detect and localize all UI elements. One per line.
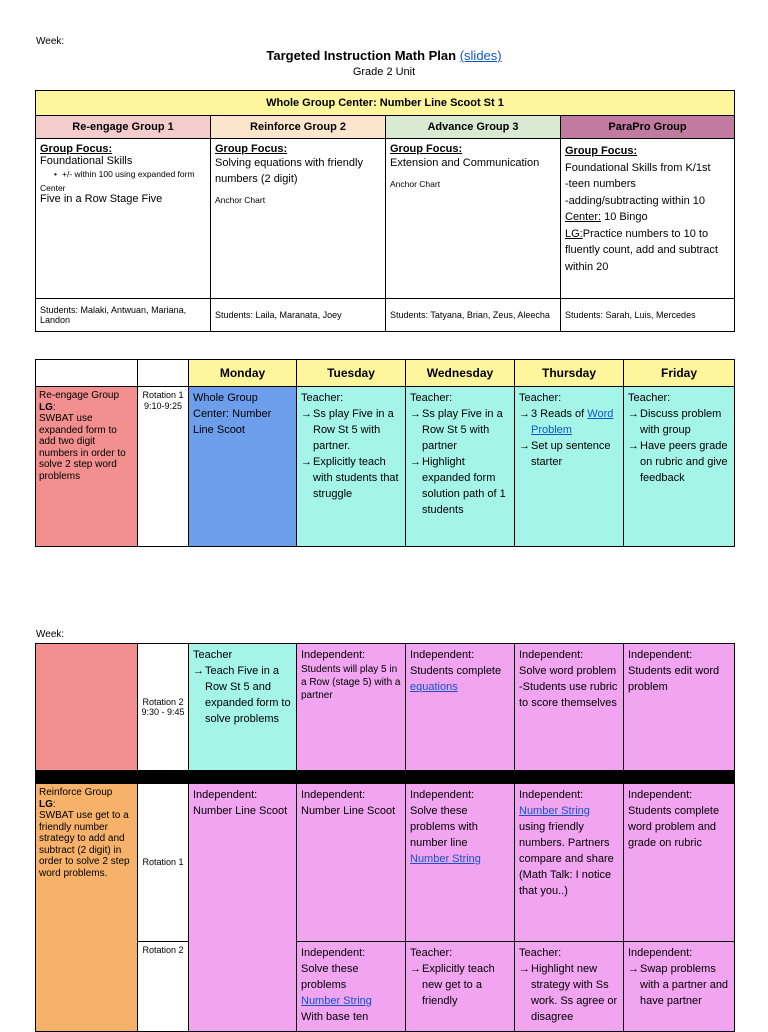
day-monday: Monday — [189, 360, 297, 387]
r2-thursday: Independent: Solve word problem -Students use rubric to score themselves — [515, 644, 624, 771]
focus-text: Foundational Skills — [40, 155, 133, 167]
r1-thursday: Teacher: → 3 Reads of Word Problem → Set up sentence starter — [515, 387, 624, 547]
schedule-table-2 — [35, 643, 735, 1032]
r2-wednesday: Independent: Students complete equations — [406, 644, 515, 771]
g2r1-wednesday: Independent: Solve these problems with number line Number String — [406, 784, 515, 942]
students-2: Students: Laila, Maranata, Joey — [211, 299, 386, 332]
g2r2-thursday: Teacher: → Highlight new strategy with Ss work. Ss agree or disagree — [515, 942, 624, 1032]
group-focus-3 — [386, 139, 561, 299]
focus-label: Group Focus: — [215, 143, 288, 155]
group-table — [35, 90, 735, 332]
page-title — [0, 48, 768, 63]
day-friday: Friday — [624, 360, 735, 387]
rotation-2-label: Rotation 2 9:30 - 9:45 — [138, 644, 189, 771]
center-text: Five in a Row Stage Five — [40, 193, 163, 205]
r1-wednesday: Teacher: → Ss play Five in a Row St 5 with partner → Highlight expanded form solution path of 1 students — [406, 387, 515, 547]
word-problem-link[interactable]: Word Problem — [531, 408, 614, 436]
title-text: Targeted Instruction Math Plan — [266, 48, 457, 63]
focus-bullet: • +/- within 100 using expanded form — [54, 169, 195, 179]
r1-friday: Teacher: → Discuss problem with group → Have peers grade on rubric and give feedback — [624, 387, 735, 547]
reengage-group-cell: Re-engage Group LG: SWBAT use expanded form to add two digit numbers in order to solve 2 step word problems — [36, 387, 138, 547]
blank-header — [36, 360, 138, 387]
group-focus-1 — [36, 139, 211, 299]
g2r1-monday: Independent: Number Line Scoot — [189, 784, 297, 1032]
g2r2-wednesday: Teacher: → Explicitly teach new get to a friendly — [406, 942, 515, 1032]
group-header-3: Advance Group 3 — [386, 116, 561, 139]
focus-line-3: -adding/subtracting within 10 — [565, 194, 706, 207]
g2r1-friday: Independent: Students complete word problem and grade on rubric — [624, 784, 735, 942]
day-wednesday: Wednesday — [406, 360, 515, 387]
g2r1-thursday: Independent: Number String using friendly numbers. Partners compare and share (Math Talk: I notice that you..) — [515, 784, 624, 942]
day-thursday: Thursday — [515, 360, 624, 387]
equations-link[interactable]: equations — [410, 681, 458, 693]
g2-rotation-1-label: Rotation 1 — [138, 784, 189, 942]
students-4: Students: Sarah, Luis, Mercedes — [561, 299, 735, 332]
focus-text: Solving equations with friendly numbers (2 digit) — [215, 157, 363, 185]
rotation-1-label: Rotation 1 9:10-9:25 — [138, 387, 189, 547]
g2-rotation-2-label: Rotation 2 — [138, 942, 189, 1032]
students-3: Students: Tatyana, Brian, Zeus, Aleecha — [386, 299, 561, 332]
group-header-1: Re-engage Group 1 — [36, 116, 211, 139]
focus-label: Group Focus: — [565, 145, 638, 157]
group-header-2: Reinforce Group 2 — [211, 116, 386, 139]
group-focus-4 — [561, 139, 735, 299]
r1-tuesday: Teacher: → Ss play Five in a Row St 5 with partner. → Explicitly teach with students that struggle — [297, 387, 406, 547]
week-label-2: Week: — [36, 629, 65, 640]
number-string-link[interactable]: Number String — [301, 995, 372, 1007]
students-1: Students: Malaki, Antwuan, Mariana, Landon — [36, 299, 211, 332]
number-string-link[interactable]: Number String — [519, 805, 590, 817]
anchor-chart: Anchor Chart — [390, 179, 441, 189]
g2r2-friday: Independent: → Swap problems with a partner and have partner — [624, 942, 735, 1032]
focus-text: Foundational Skills from K/1st — [565, 161, 711, 174]
center-label: Center — [40, 183, 66, 193]
r2-monday: Teacher → Teach Five in a Row St 5 and expanded form to solve problems — [189, 644, 297, 771]
focus-label: Group Focus: — [40, 143, 113, 155]
r1-monday: Whole Group Center: Number Line Scoot — [189, 387, 297, 547]
lg-line: LG:Practice numbers to 10 to fluently count, add and subtract within 20 — [565, 227, 718, 273]
center-header: Whole Group Center: Number Line Scoot St 1 — [36, 91, 735, 116]
separator-bar — [36, 771, 735, 784]
center-line: Center: 10 Bingo — [565, 211, 648, 223]
r2-tuesday: Independent: Students will play 5 in a Row (stage 5) with a partner — [297, 644, 406, 771]
focus-label: Group Focus: — [390, 143, 463, 155]
slides-link[interactable]: (slides) — [459, 48, 502, 63]
schedule-table — [35, 359, 735, 547]
focus-text: Extension and Communication — [390, 157, 540, 169]
page-subtitle: Grade 2 Unit — [352, 66, 416, 78]
anchor-chart: Anchor Chart — [215, 195, 266, 205]
g2r1-tuesday: Independent: Number Line Scoot — [297, 784, 406, 942]
r2-friday: Independent: Students edit word problem — [624, 644, 735, 771]
blank-header — [138, 360, 189, 387]
group-focus-2 — [211, 139, 386, 299]
number-string-link[interactable]: Number String — [410, 853, 481, 865]
focus-line-2: -teen numbers — [565, 178, 636, 190]
reengage-group-cell-cont — [36, 644, 138, 771]
week-label: Week: — [36, 36, 65, 47]
g2r2-tuesday: Independent: Solve these problems Number String With base ten — [297, 942, 406, 1032]
reinforce-group-cell: Reinforce Group LG: SWBAT use get to a friendly number strategy to add and subtract (2 digit) in order to solve 2 step word problems. — [36, 784, 138, 1032]
group-header-4: ParaPro Group — [561, 116, 735, 139]
day-tuesday: Tuesday — [297, 360, 406, 387]
